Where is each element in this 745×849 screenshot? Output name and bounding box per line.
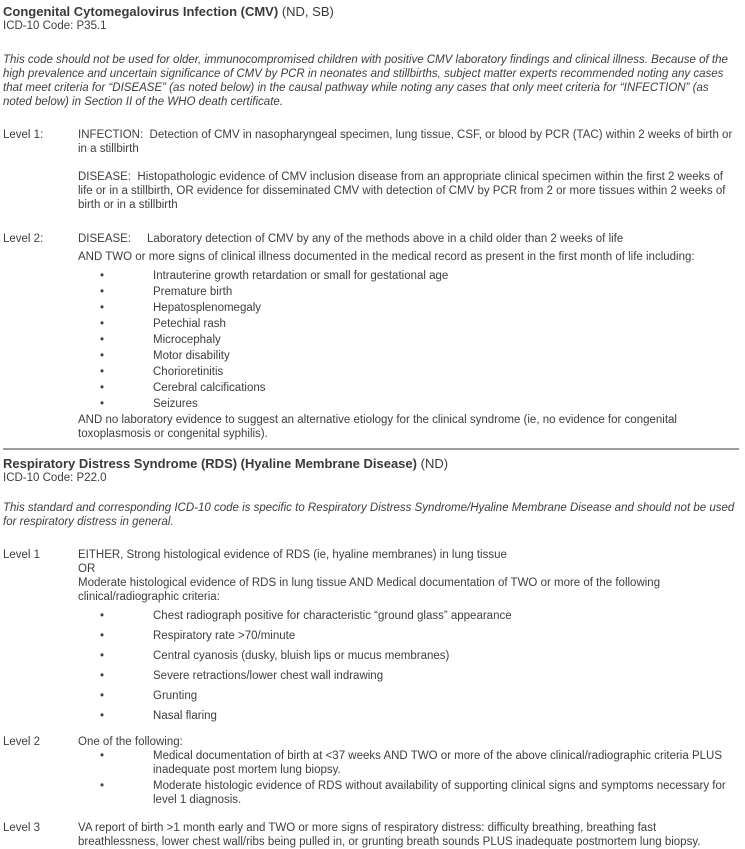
level-row-2 [3, 232, 739, 441]
bullet-text: Moderate histologic evidence of RDS without availability of supporting clinical signs and symptoms necessary for level 1 diagnosis. [153, 780, 726, 806]
bullet-text: Respiratory rate >70/minute [153, 630, 296, 642]
level-row-2 [3, 735, 739, 809]
level-paragraph: DISEASE: Histopathologic evidence of CMV inclusion disease from an appropriate clinical specimen within the first 2 weeks of life or in a stillbirth, OR evidence for disseminated CMV with detection of CMV by PCR from 2 or more tissues within 2 weeks of birth or in a stillbirth [78, 171, 729, 211]
bullet-text: Severe retractions/lower chest wall indrawing [153, 670, 384, 682]
bullet-list [78, 269, 739, 411]
bullet-dot-icon: • [100, 610, 105, 622]
bullet-text: Chorioretinitis [153, 366, 224, 378]
intro-note: This standard and corresponding ICD-10 code is specific to Respiratory Distress Syndrome/Hyaline Membrane Disease and should not be used for respiratory distress in general. [3, 502, 738, 528]
bullet-text: Microcephaly [153, 334, 221, 346]
section-title-text: Respiratory Distress Syndrome (RDS) (Hyaline Membrane Disease) [3, 456, 417, 471]
bullet-list [78, 609, 739, 723]
level-paragraph: OR [78, 563, 96, 575]
bullet-dot-icon: • [100, 334, 105, 346]
level-paragraph: INFECTION: Detection of CMV in nasopharyngeal specimen, lung tissue, CSF, or blood by PCR (TAC) within 2 weeks of birth or in a stillbirth [78, 129, 736, 155]
bullet-text: Intrauterine growth retardation or small for gestational age [153, 270, 449, 282]
bullet-text: Hepatosplenomegaly [153, 302, 262, 314]
level-row-1 [3, 128, 739, 212]
section-rds [3, 456, 739, 849]
bullet-item [78, 397, 739, 411]
level-paragraph: EITHER, Strong histological evidence of RDS (ie, hyaline membranes) in lung tissue [78, 549, 507, 561]
level-content [78, 821, 739, 849]
level-label: Level 1 [3, 549, 41, 561]
bullet-text: Petechial rash [153, 318, 226, 330]
bullet-dot-icon: • [100, 270, 105, 282]
level-paragraph: AND TWO or more signs of clinical illness documented in the medical record as present in the first month of life including: [78, 251, 695, 263]
level-row-3 [3, 821, 739, 849]
section-title [3, 456, 739, 471]
level-content [78, 735, 739, 809]
bullet-dot-icon: • [100, 750, 105, 762]
level-paragraph: DISEASE: Laboratory detection of CMV by any of the methods above in a child older than 2 weeks of life [78, 233, 624, 245]
level-paragraph: Moderate histological evidence of RDS in lung tissue AND Medical documentation of TWO or more of the following clinical/radiographic criteria: [78, 577, 664, 603]
bullet-item [78, 333, 739, 347]
bullet-item [78, 381, 739, 395]
bullet-item [78, 779, 739, 807]
bullet-item [78, 301, 739, 315]
bullet-dot-icon: • [100, 630, 105, 642]
bullet-list [78, 749, 739, 807]
bullet-dot-icon: • [100, 690, 105, 702]
bullet-dot-icon: • [100, 650, 105, 662]
level-content [78, 232, 739, 441]
bullet-dot-icon: • [100, 302, 105, 314]
bullet-item [78, 349, 739, 363]
levels-block [3, 128, 739, 441]
bullet-item [78, 629, 739, 643]
level-label: Level 1: [3, 129, 44, 141]
bullet-dot-icon: • [100, 670, 105, 682]
bullet-item [78, 649, 739, 663]
section-divider [3, 448, 739, 450]
level-label: Level 2 [3, 736, 41, 748]
section-title-qualifier: (ND) [420, 456, 449, 471]
level-closing-paragraph: AND no laboratory evidence to suggest an alternative etiology for the clinical syndrome (ie, no evidence for congenital toxoplasmosis or congenital syphilis). [78, 414, 681, 440]
bullet-text: Nasal flaring [153, 710, 217, 722]
bullet-text: Grunting [153, 690, 198, 702]
bullet-item [78, 609, 739, 623]
bullet-item [78, 285, 739, 299]
bullet-text: Central cyanosis (dusky, bluish lips or mucus membranes) [153, 650, 450, 662]
bullet-dot-icon: • [100, 382, 105, 394]
bullet-dot-icon: • [100, 398, 105, 410]
level-paragraph: VA report of birth >1 month early and TWO or more signs of respiratory distress: difficulty breathing, breathing fast breathlessness, lower chest wall/ribs being pulled in, or grunting breath sounds PLUS inadequate postmortem lung biopsy. [78, 822, 701, 848]
icd-code: ICD-10 Code: P35.1 [3, 20, 107, 32]
bullet-item [78, 689, 739, 703]
section-title [3, 4, 739, 19]
bullet-dot-icon: • [100, 318, 105, 330]
level-label: Level 2: [3, 233, 44, 245]
bullet-item [78, 317, 739, 331]
bullet-text: Chest radiograph positive for characteristic “ground glass” appearance [153, 610, 512, 622]
level-row-1 [3, 548, 739, 723]
bullet-dot-icon: • [100, 710, 105, 722]
bullet-dot-icon: • [100, 366, 105, 378]
bullet-item [78, 269, 739, 283]
bullet-text: Motor disability [153, 350, 230, 362]
icd-code: ICD-10 Code: P22.0 [3, 472, 107, 484]
bullet-text: Seizures [153, 398, 198, 410]
intro-note: This code should not be used for older, immunocompromised children with positive CMV laboratory findings and clinical illness. Because of the high prevalence and uncertain significance of CMV by PCR in neonates and stillbirths, subject matter experts recommended noting any cases that meet criteria for “DISEASE” (as noted below) in the causal pathway while noting any cases that only meet criteria for “INFECTION” (as noted below) in Section II of the WHO death certificate. [3, 54, 732, 108]
section-title-qualifier: (ND, SB) [281, 4, 334, 19]
bullet-text: Medical documentation of birth at <37 weeks AND TWO or more of the above clinical/radiographic criteria PLUS inadequate post mortem lung biopsy. [153, 750, 722, 776]
section-cmv [3, 4, 739, 441]
bullet-item [78, 669, 739, 683]
levels-block [3, 548, 739, 849]
bullet-text: Cerebral calcifications [153, 382, 266, 394]
level-paragraph: One of the following: [78, 736, 183, 748]
bullet-dot-icon: • [100, 286, 105, 298]
bullet-dot-icon: • [100, 350, 105, 362]
level-label: Level 3 [3, 822, 41, 834]
bullet-item [78, 365, 739, 379]
level-content [78, 128, 739, 212]
bullet-item [78, 749, 739, 777]
bullet-text: Premature birth [153, 286, 233, 298]
bullet-dot-icon: • [100, 780, 105, 792]
level-content [78, 548, 739, 723]
bullet-item [78, 709, 739, 723]
section-title-text: Congenital Cytomegalovirus Infection (CMV) [3, 4, 279, 19]
